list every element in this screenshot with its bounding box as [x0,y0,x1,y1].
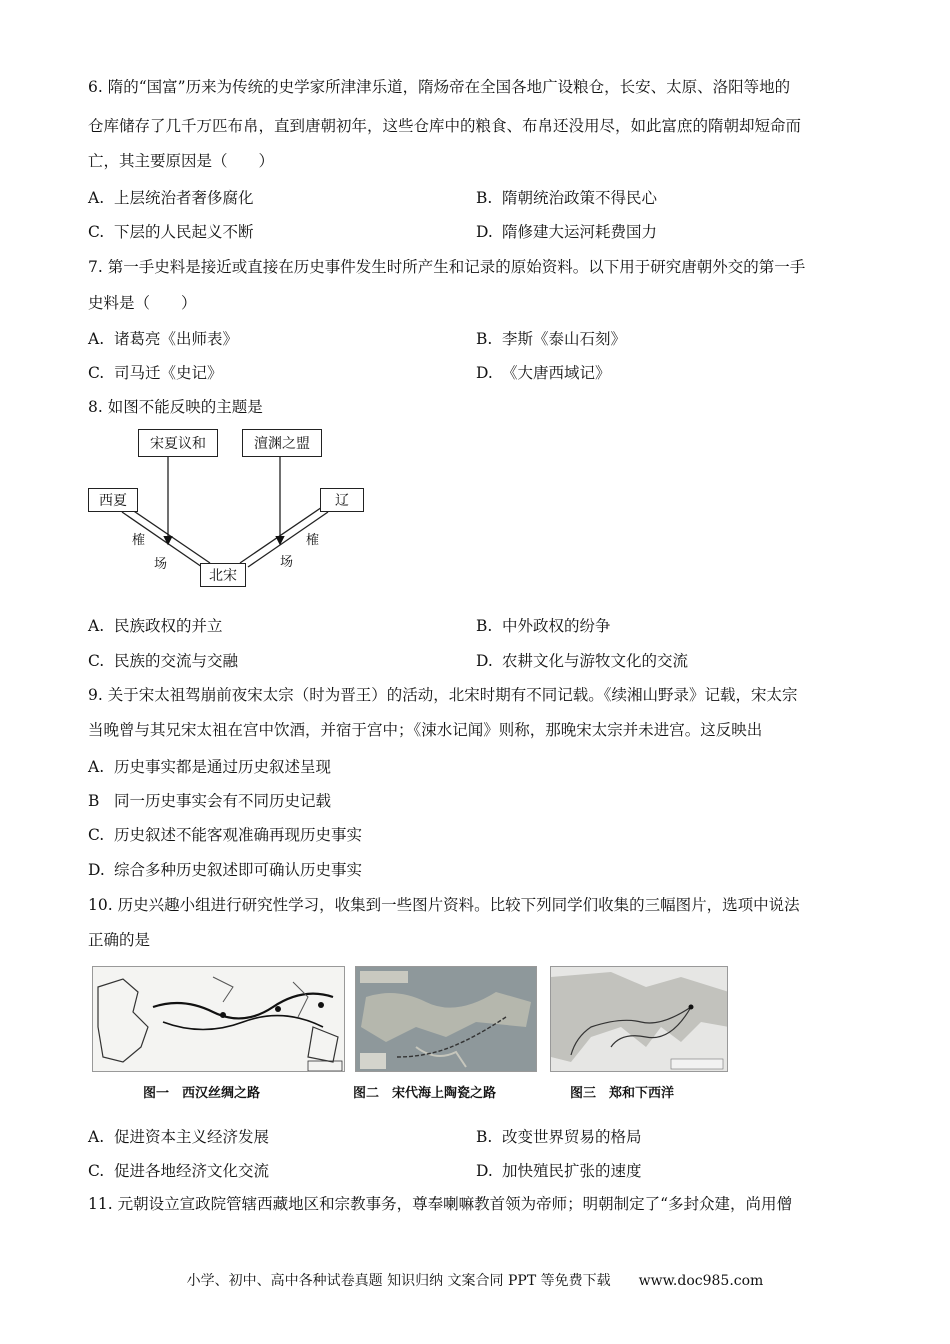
q8-stem-line-1: 8. 如图不能反映的主题是 [88,398,263,416]
option-key: B. [476,189,493,207]
q8-option-b[interactable] [476,614,611,636]
zheng-he-route-drawing [551,967,728,1072]
option-key: D. [476,652,493,670]
q8-diagram [80,425,380,595]
q9-option-b[interactable] [88,789,331,811]
option-text: 加快殖民扩张的速度 [502,1162,642,1180]
q11-stem-line-1: 11. 元朝设立宣政院管辖西藏地区和宗教事务，尊奉喇嘛教首领为帝师；明朝制定了“多封众建，尚用僧 [88,1195,793,1213]
page-footer: 小学、初中、高中各种试卷真题 知识归纳 文案合同 PPT 等免费下载 www.doc985.com [186,1273,764,1289]
q7-option-a[interactable] [88,327,238,349]
option-text: 促进各地经济文化交流 [114,1162,270,1180]
label-que-left: 榷 [132,533,146,548]
q7-option-b[interactable] [476,327,626,349]
option-text: 隋修建大运河耗费国力 [502,223,658,241]
q8-option-c[interactable] [88,649,238,671]
option-text: 改变世界贸易的格局 [502,1128,642,1146]
caption-image-2: 图二 宋代海上陶瓷之路 [353,1086,497,1101]
option-key: D. [88,861,105,879]
option-key: C. [88,652,105,670]
option-text: 下层的人民起义不断 [114,223,254,241]
box-beisong: 北宋 [200,563,246,587]
image-maritime-ceramics-route [355,966,537,1072]
q7-stem-line-2: 史料是（ ） [88,294,197,312]
q6-option-a[interactable] [88,186,254,208]
label-chang-left: 场 [154,557,168,572]
option-text: 《大唐西域记》 [502,364,611,382]
q10-option-d[interactable] [476,1159,642,1181]
option-key: B. [476,617,493,635]
q9-stem-line-1: 9. 关于宋太祖驾崩前夜宋太宗（时为晋王）的活动，北宋时期有不同记载。《续湘山野录》记载，宋太宗 [88,686,798,704]
option-key: C. [88,364,105,382]
caption-image-1: 图一 西汉丝绸之路 [143,1086,261,1101]
option-text: 诸葛亮《出师表》 [114,330,239,348]
label-chang-right: 场 [280,555,294,570]
option-text: 同一历史事实会有不同历史记载 [114,792,332,810]
q8-option-d[interactable] [476,649,688,671]
option-text: 民族政权的并立 [114,617,223,635]
option-text: 历史叙述不能客观准确再现历史事实 [114,826,363,844]
q6-option-d[interactable] [476,220,657,242]
option-key: B. [476,1128,493,1146]
option-key: A. [88,330,105,348]
box-chanyuan-treaty: 澶渊之盟 [242,429,322,457]
option-text: 上层统治者奢侈腐化 [114,189,254,207]
option-text: 综合多种历史叙述即可确认历史事实 [114,861,363,879]
q6-stem-line-3: 亡，其主要原因是（ ） [88,152,275,170]
option-key: A. [88,1128,105,1146]
option-text: 历史事实都是通过历史叙述呈现 [114,758,332,776]
q9-stem-line-2: 当晚曾与其兄宋太祖在宫中饮酒，并宿于宫中；《涑水记闻》则称，那晚宋太宗并未进宫。这反映出 [88,721,763,739]
q10-option-b[interactable] [476,1125,642,1147]
q9-option-c[interactable] [88,823,362,845]
option-text: 农耕文化与游牧文化的交流 [502,652,689,670]
q10-stem-line-1: 10. 历史兴趣小组进行研究性学习，收集到一些图片资料。比较下列同学们收集的三幅图片，选项中说法 [88,896,800,914]
option-key: D. [476,223,493,241]
caption-image-3: 图三 郑和下西洋 [570,1086,675,1101]
q6-option-c[interactable] [88,220,254,242]
option-key: A. [88,758,105,776]
option-key: B. [476,330,493,348]
label-que-right: 榷 [306,533,320,548]
maritime-route-drawing [356,967,537,1072]
option-key: D. [476,1162,493,1180]
q9-option-a[interactable] [88,755,331,777]
box-xixia: 西夏 [88,488,138,512]
q7-stem-line-1: 7. 第一手史料是接近或直接在历史事件发生时所产生和记录的原始资料。以下用于研究唐朝外交的第一手 [88,258,806,276]
option-key: C. [88,223,105,241]
option-text: 隋朝统治政策不得民心 [502,189,658,207]
option-key: D. [476,364,493,382]
option-text: 促进资本主义经济发展 [114,1128,270,1146]
option-text: 李斯《泰山石刻》 [502,330,627,348]
q6-stem-line-1: 6. 隋的“国富”历来为传统的史学家所津津乐道，隋炀帝在全国各地广设粮仓，长安、太原、洛阳等地的 [88,78,791,96]
option-text: 中外政权的纷争 [502,617,611,635]
q7-option-d[interactable] [476,361,611,383]
q7-option-c[interactable] [88,361,223,383]
option-text: 民族的交流与交融 [114,652,239,670]
q6-option-b[interactable] [476,186,657,208]
option-key: C. [88,826,105,844]
q6-stem-line-2: 仓库储存了几千万匹布帛，直到唐朝初年，这些仓库中的粮食、布帛还没用尽，如此富庶的隋朝却短命而 [88,117,802,135]
silk-road-map-drawing [93,967,345,1072]
image-zheng-he-voyages [550,966,728,1072]
option-key: C. [88,1162,105,1180]
box-liao: 辽 [320,488,364,512]
option-text: 司马迁《史记》 [114,364,223,382]
option-key: B [88,792,100,810]
q10-option-c[interactable] [88,1159,269,1181]
q9-option-d[interactable] [88,858,362,880]
q8-option-a[interactable] [88,614,223,636]
option-key: A. [88,617,105,635]
option-key: A. [88,189,105,207]
box-song-xia-peace: 宋夏议和 [138,429,218,457]
q10-option-a[interactable] [88,1125,269,1147]
q10-stem-line-2: 正确的是 [88,931,151,949]
image-silk-road-map [92,966,345,1072]
